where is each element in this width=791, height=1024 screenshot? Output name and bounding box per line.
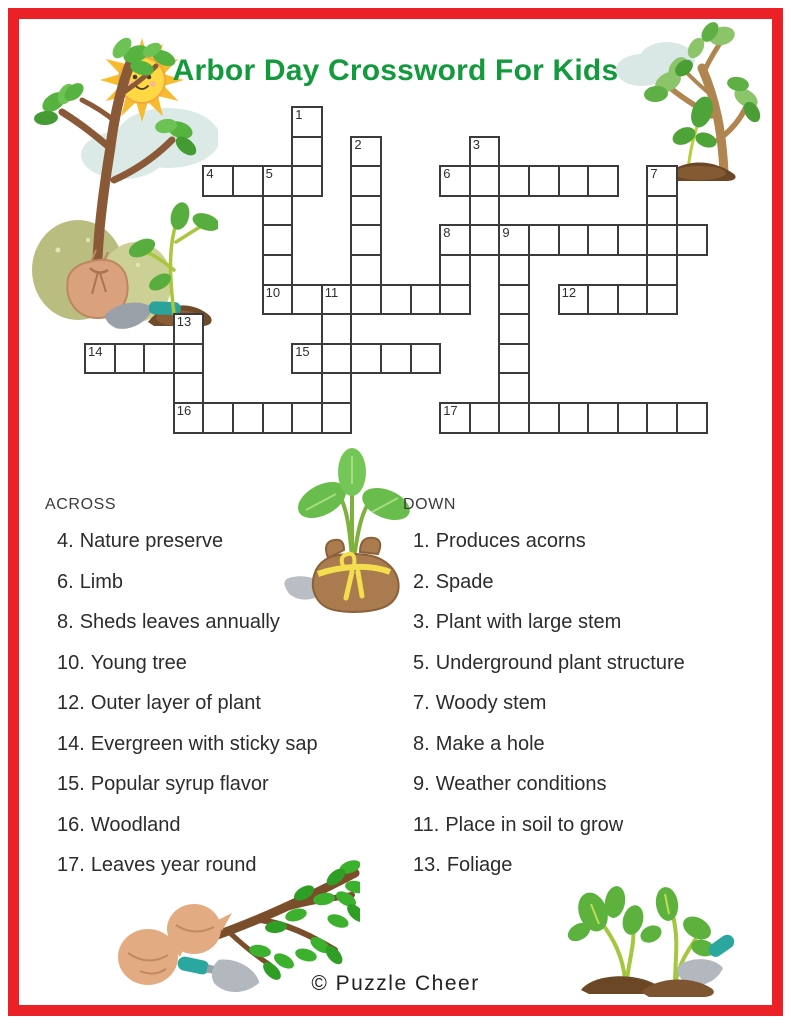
grid-cell bbox=[173, 343, 205, 375]
grid-cell bbox=[439, 224, 471, 256]
clue-item bbox=[57, 646, 397, 680]
clue-number: 15. bbox=[57, 773, 85, 795]
clue-item bbox=[413, 727, 695, 761]
grid-cell bbox=[558, 284, 590, 316]
grid-cell bbox=[558, 402, 590, 434]
grid-cell bbox=[262, 224, 294, 256]
cell-number: 12 bbox=[561, 284, 577, 300]
grid-cell bbox=[617, 224, 649, 256]
grid-cell bbox=[262, 165, 294, 197]
clue-item bbox=[57, 767, 397, 801]
clue-item bbox=[413, 565, 695, 599]
cell-number: 2 bbox=[354, 136, 362, 152]
crossword-grid bbox=[84, 106, 744, 466]
clue-text: Nature preserve bbox=[79, 530, 224, 552]
grid-cell bbox=[469, 224, 501, 256]
grid-cell bbox=[498, 402, 530, 434]
grid-cell bbox=[587, 165, 619, 197]
grid-cell bbox=[262, 402, 294, 434]
clue-item bbox=[57, 605, 397, 639]
clue-text: Place in soil to grow bbox=[445, 813, 624, 836]
footer-credit: © Puzzle Cheer bbox=[311, 972, 480, 995]
grid-cell bbox=[498, 254, 530, 286]
grid-cell bbox=[646, 402, 678, 434]
cell-number: 1 bbox=[295, 107, 303, 122]
clue-item bbox=[413, 646, 695, 680]
grid-cell bbox=[646, 195, 678, 227]
grid-cell bbox=[528, 224, 560, 256]
grid-cell bbox=[291, 165, 323, 197]
across-clues-section bbox=[45, 496, 390, 916]
grid-cell bbox=[410, 343, 442, 375]
clue-number: 5. bbox=[413, 651, 430, 674]
clue-number: 13. bbox=[413, 854, 441, 876]
grid-cell bbox=[321, 402, 353, 434]
grid-cell bbox=[173, 402, 205, 434]
grid-cell bbox=[646, 224, 678, 256]
grid-cell bbox=[350, 136, 382, 168]
clue-number: 2. bbox=[413, 570, 430, 593]
grid-cell bbox=[232, 402, 264, 434]
grid-cell bbox=[291, 402, 323, 434]
clue-item bbox=[413, 767, 695, 801]
across-clue-list bbox=[57, 524, 397, 889]
cell-number: 9 bbox=[502, 225, 510, 241]
clue-number: 3. bbox=[413, 611, 430, 633]
grid-cell bbox=[498, 284, 530, 316]
grid-cell bbox=[617, 402, 649, 434]
down-clue-list bbox=[413, 524, 695, 889]
clue-text: Evergreen with sticky sap bbox=[90, 732, 318, 755]
clue-number: 12. bbox=[57, 692, 85, 714]
clue-text: Sheds leaves annually bbox=[79, 611, 280, 633]
grid-cell bbox=[380, 343, 412, 375]
grid-cell bbox=[232, 165, 264, 197]
clue-text: Make a hole bbox=[435, 732, 545, 755]
grid-cell bbox=[528, 402, 560, 434]
clue-number: 8. bbox=[57, 611, 74, 633]
grid-cell bbox=[410, 284, 442, 316]
grid-cell bbox=[646, 254, 678, 286]
grid-cell bbox=[321, 372, 353, 404]
clue-text: Outer layer of plant bbox=[90, 692, 261, 714]
cell-number: 5 bbox=[265, 166, 273, 182]
clue-item bbox=[57, 524, 397, 558]
clue-number: 9. bbox=[413, 773, 430, 795]
grid-cell bbox=[469, 136, 501, 168]
clue-number: 11. bbox=[413, 813, 440, 836]
clue-item bbox=[413, 686, 695, 720]
cell-number: 17 bbox=[443, 403, 458, 418]
grid-cell bbox=[469, 402, 501, 434]
cell-number: 10 bbox=[265, 284, 281, 300]
clue-item bbox=[57, 848, 397, 882]
grid-cell bbox=[262, 284, 294, 316]
clue-text: Leaves year round bbox=[90, 854, 257, 876]
clue-item bbox=[57, 686, 397, 720]
cell-number: 7 bbox=[650, 166, 658, 182]
grid-cell bbox=[350, 343, 382, 375]
grid-cell bbox=[528, 165, 560, 197]
grid-cell bbox=[173, 313, 205, 345]
grid-cell bbox=[439, 284, 471, 316]
grid-cell bbox=[262, 254, 294, 286]
grid-cell bbox=[617, 284, 649, 316]
cell-number: 15 bbox=[295, 343, 310, 359]
grid-cell bbox=[587, 284, 619, 316]
clue-number: 7. bbox=[413, 692, 430, 714]
clue-text: Popular syrup flavor bbox=[90, 773, 269, 795]
clue-item bbox=[413, 524, 695, 558]
grid-cell bbox=[498, 343, 530, 375]
clue-text: Foliage bbox=[446, 854, 513, 876]
clue-text: Woody stem bbox=[435, 692, 547, 714]
clue-item bbox=[57, 565, 397, 599]
cell-number: 3 bbox=[472, 136, 481, 152]
clue-number: 14. bbox=[57, 732, 85, 755]
cell-number: 14 bbox=[88, 343, 103, 359]
clue-item bbox=[413, 808, 695, 842]
clue-number: 16. bbox=[57, 813, 85, 836]
clue-text: Weather conditions bbox=[435, 773, 607, 795]
clue-number: 1. bbox=[413, 530, 430, 552]
grid-cell bbox=[350, 284, 382, 316]
clue-item bbox=[57, 727, 397, 761]
clue-item bbox=[57, 808, 397, 842]
clue-text: Young tree bbox=[90, 651, 187, 674]
grid-cell bbox=[498, 372, 530, 404]
grid-cell bbox=[262, 195, 294, 227]
clue-text: Spade bbox=[435, 570, 494, 593]
clue-text: Underground plant structure bbox=[435, 651, 685, 674]
grid-cell bbox=[114, 343, 146, 375]
down-header: DOWN bbox=[403, 496, 457, 513]
grid-cell bbox=[291, 343, 323, 375]
clue-item bbox=[413, 605, 695, 639]
grid-cell bbox=[498, 224, 530, 256]
grid-cell bbox=[439, 402, 471, 434]
grid-cell bbox=[291, 106, 323, 138]
grid-cell bbox=[498, 313, 530, 345]
grid-cell bbox=[321, 284, 353, 316]
clue-number: 17. bbox=[57, 854, 85, 876]
grid-cell bbox=[676, 224, 708, 256]
cell-number: 16 bbox=[176, 403, 192, 418]
grid-cell bbox=[321, 343, 353, 375]
across-header: ACROSS bbox=[45, 496, 117, 513]
grid-cell bbox=[350, 195, 382, 227]
clue-text: Plant with large stem bbox=[435, 611, 622, 633]
grid-cell bbox=[469, 165, 501, 197]
cell-number: 6 bbox=[443, 166, 451, 182]
grid-cell bbox=[350, 165, 382, 197]
grid-cell bbox=[439, 165, 471, 197]
clue-text: Produces acorns bbox=[435, 530, 586, 552]
cell-number: 13 bbox=[176, 314, 192, 330]
grid-cell bbox=[439, 254, 471, 286]
down-clues-section bbox=[403, 496, 703, 936]
grid-cell bbox=[143, 343, 175, 375]
grid-cell bbox=[587, 402, 619, 434]
grid-cell bbox=[202, 165, 234, 197]
cell-number: 11 bbox=[324, 284, 339, 300]
grid-cell bbox=[350, 254, 382, 286]
clue-text: Woodland bbox=[90, 813, 181, 836]
grid-cell bbox=[498, 165, 530, 197]
clue-item bbox=[413, 848, 695, 882]
grid-cell bbox=[380, 284, 412, 316]
cell-number: 4 bbox=[206, 166, 214, 182]
grid-cell bbox=[321, 313, 353, 345]
grid-cell bbox=[558, 165, 590, 197]
grid-cell bbox=[291, 136, 323, 168]
clue-number: 8. bbox=[413, 732, 430, 755]
grid-cell bbox=[350, 224, 382, 256]
grid-cell bbox=[587, 224, 619, 256]
page-title: Arbor Day Crossword For Kids bbox=[172, 54, 619, 88]
clue-number: 6. bbox=[57, 570, 74, 593]
clue-number: 10. bbox=[57, 651, 85, 674]
clue-text: Limb bbox=[79, 570, 124, 593]
grid-cell bbox=[469, 195, 501, 227]
grid-cell bbox=[558, 224, 590, 256]
cell-number: 8 bbox=[443, 225, 451, 241]
grid-cell bbox=[646, 284, 678, 316]
grid-cell bbox=[291, 284, 323, 316]
grid-cell bbox=[173, 372, 205, 404]
grid-cell bbox=[676, 402, 708, 434]
grid-cell bbox=[646, 165, 678, 197]
grid-cell bbox=[84, 343, 116, 375]
grid-cell bbox=[202, 402, 234, 434]
clue-number: 4. bbox=[57, 530, 74, 552]
